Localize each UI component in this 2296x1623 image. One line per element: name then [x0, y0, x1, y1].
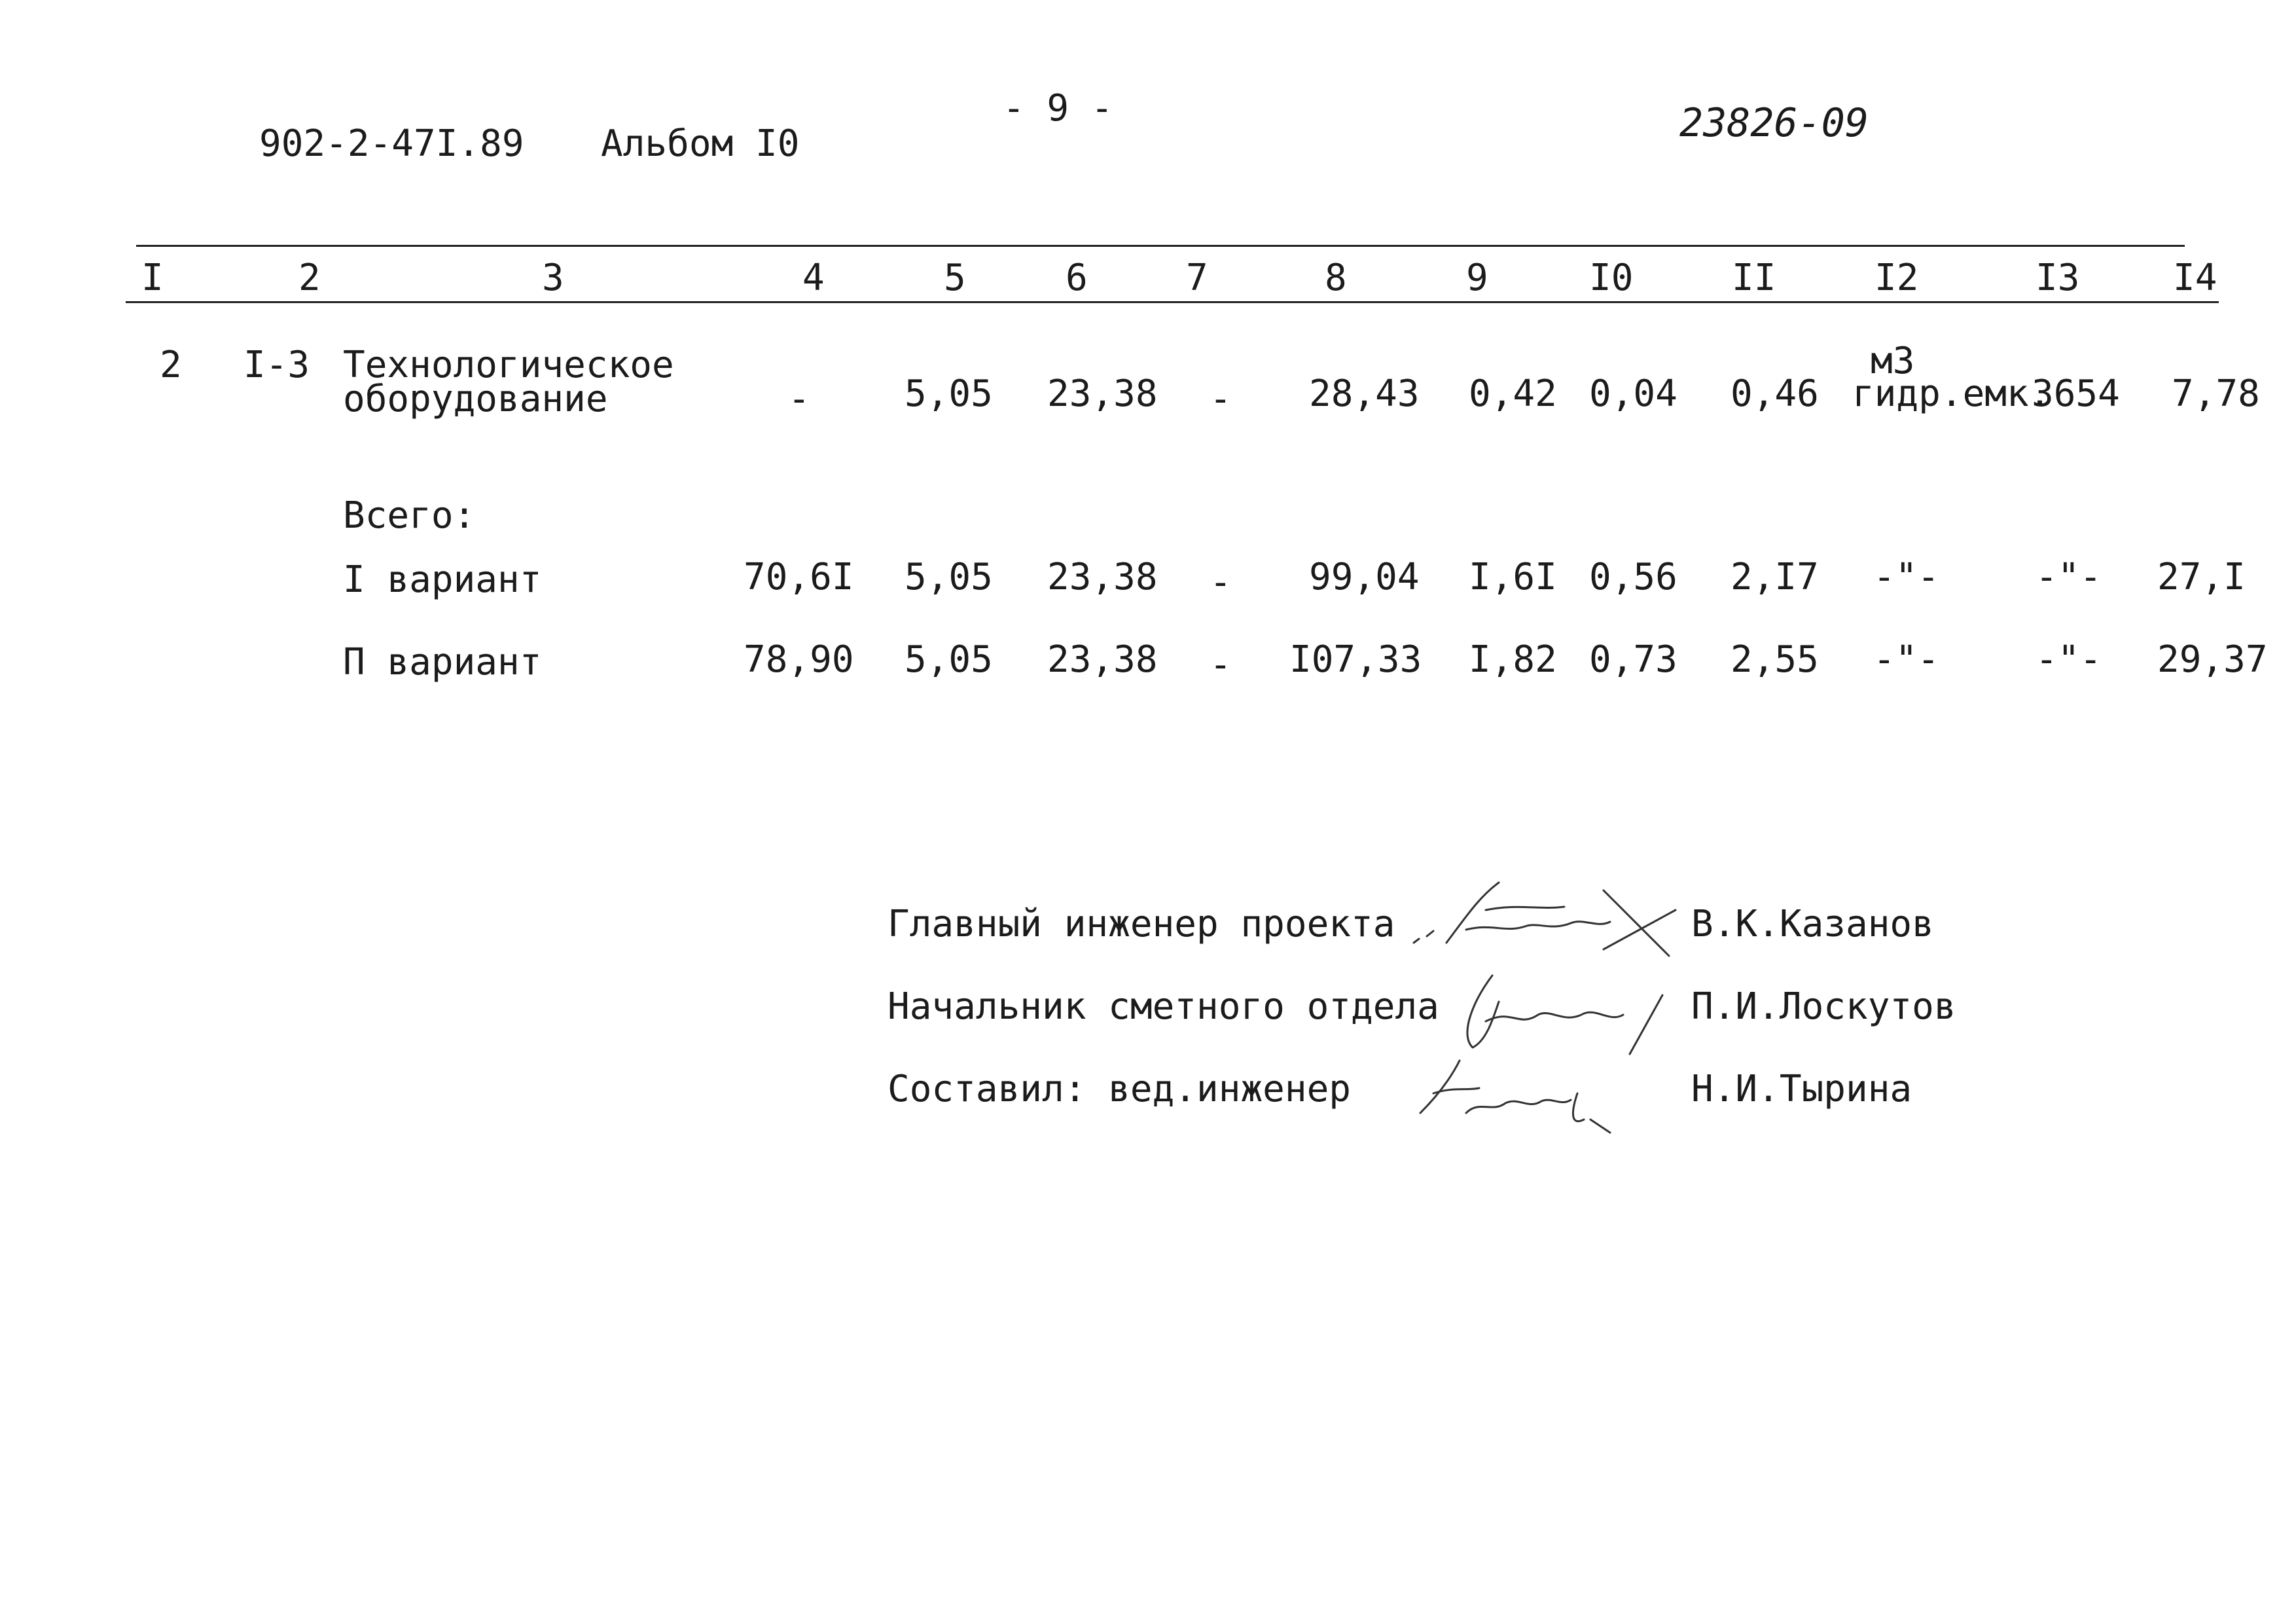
album-label: Альбом I0: [601, 122, 800, 165]
column-header: 7: [1186, 257, 1208, 299]
cell-col12: -"-: [1873, 638, 1940, 681]
column-header: I2: [1874, 257, 1919, 299]
page-number: - 9 -: [1003, 87, 1113, 130]
cell-col5: 5,05: [905, 556, 993, 598]
cell-col8: I07,33: [1289, 638, 1422, 681]
column-header: II: [1732, 257, 1776, 299]
column-header: 2: [298, 257, 321, 299]
signer-name: П.И.Лоскутов: [1691, 985, 1956, 1028]
column-header: 6: [1066, 257, 1088, 299]
total-label: Всего:: [343, 494, 476, 537]
signature-mark: [1407, 871, 1695, 969]
cell-col4: 78,90: [744, 638, 854, 681]
cell-col5: 5,05: [905, 373, 993, 415]
signer-name: В.К.Казанов: [1691, 903, 1934, 945]
cell-col8: 28,43: [1309, 373, 1420, 415]
cell-col6: 23,38: [1047, 556, 1158, 598]
row-code: I-3: [243, 344, 310, 386]
cell-col9: 0,42: [1469, 373, 1557, 415]
cell-col7: -: [1210, 644, 1232, 686]
column-header: I3: [2036, 257, 2080, 299]
signer-role: Главный инженер проекта: [888, 903, 1395, 945]
cell-col4: -: [788, 378, 810, 420]
row-name-line2: оборудование: [343, 378, 608, 420]
cell-col7: -: [1210, 378, 1232, 420]
column-header: I4: [2173, 257, 2217, 299]
column-header: 5: [944, 257, 966, 299]
cell-col14: 7,78: [2172, 373, 2260, 415]
column-header: I0: [1589, 257, 1634, 299]
cell-col11: 2,55: [1731, 638, 1819, 681]
column-header: I: [141, 257, 164, 299]
cell-col12: -"-: [1873, 556, 1940, 598]
cell-col10: 0,73: [1589, 638, 1677, 681]
signer-role: Начальник сметного отдела: [888, 985, 1439, 1028]
column-header: 8: [1325, 257, 1347, 299]
doc-number: 902-2-47I.89: [259, 122, 524, 165]
signature-mark: [1407, 1048, 1630, 1139]
inventory-number: 23826-09: [1679, 100, 1869, 146]
row-name-line1: Технологическое: [343, 344, 674, 386]
cell-col8: 99,04: [1309, 556, 1420, 598]
signer-name: Н.И.Тырина: [1691, 1068, 1912, 1110]
row-number: 2: [160, 344, 182, 386]
table-top-rule: [136, 245, 2185, 247]
cell-col11: 0,46: [1731, 373, 1819, 415]
cell-col11: 2,I7: [1731, 556, 1819, 598]
table-header-rule: [126, 301, 2219, 303]
variant-label: I вариант: [343, 558, 542, 601]
cell-col9: I,6I: [1469, 556, 1557, 598]
column-header: 9: [1466, 257, 1488, 299]
cell-col6: 23,38: [1047, 373, 1158, 415]
column-header: 4: [802, 257, 825, 299]
cell-col13: 3654: [2032, 373, 2120, 415]
cell-col14: 27,I: [2157, 556, 2246, 598]
cell-col13: -"-: [2036, 556, 2102, 598]
cell-col10: 0,04: [1589, 373, 1677, 415]
cell-col13: -"-: [2036, 638, 2102, 681]
cell-col9: I,82: [1469, 638, 1557, 681]
column-header: 3: [542, 257, 564, 299]
cell-col4: 70,6I: [744, 556, 854, 598]
signature-mark: [1446, 962, 1682, 1061]
cell-col5: 5,05: [905, 638, 993, 681]
cell-col12-unit-top: м3: [1871, 340, 1915, 382]
cell-col10: 0,56: [1589, 556, 1677, 598]
cell-col14: 29,37: [2157, 638, 2268, 681]
variant-label: П вариант: [343, 641, 542, 684]
cell-col7: -: [1210, 561, 1232, 604]
cell-col6: 23,38: [1047, 638, 1158, 681]
signer-role: Составил: вед.инженер: [888, 1068, 1352, 1110]
cell-col12-unit-bottom: гидр.емк.: [1852, 373, 2051, 415]
